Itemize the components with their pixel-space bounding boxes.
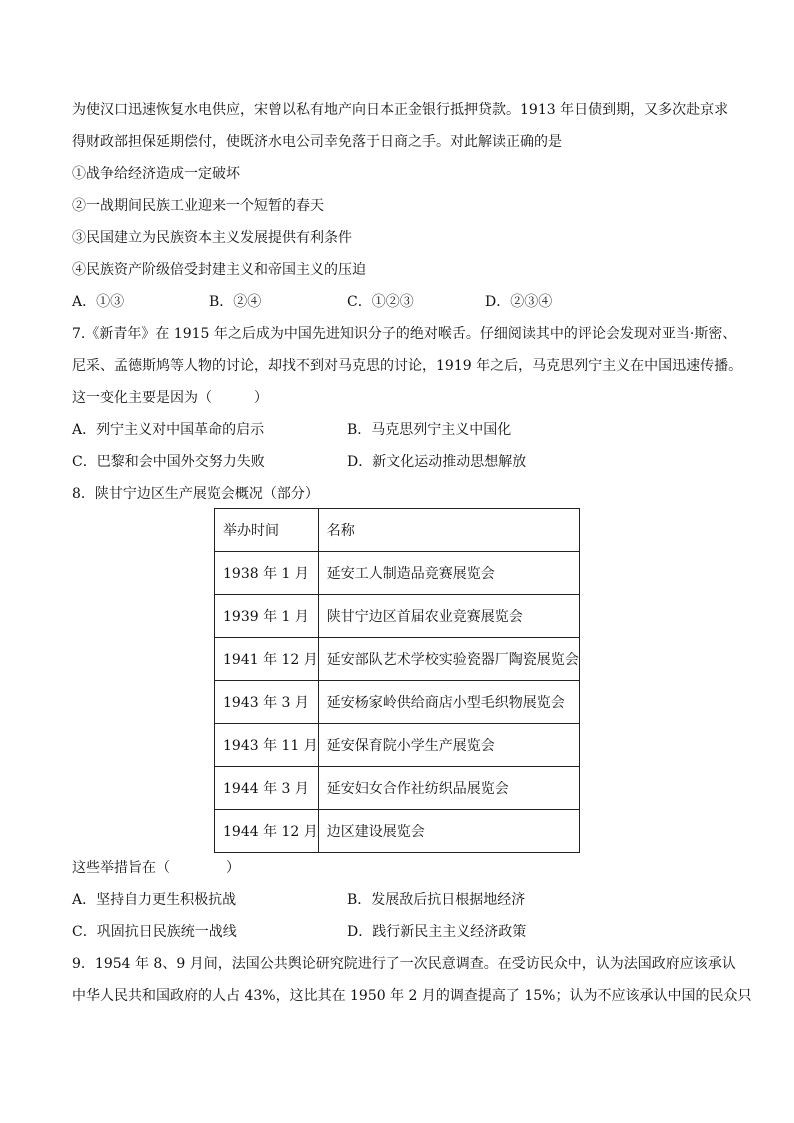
exhibition-table xyxy=(214,508,580,853)
table-cell-date: 1943 年 11 月 xyxy=(215,724,319,767)
table-cell-name: 延安工人制造品竞赛展览会 xyxy=(318,552,579,595)
q6-item-3: ③民国建立为民族资本主义发展提供有利条件 xyxy=(72,230,352,246)
q9-stem-line-1: 9．1954 年 8、9 月间，法国公共舆论研究院进行了一次民意调查。在受访民众中，认为法国政府应该承认 xyxy=(72,956,736,972)
table-header-cell: 名称 xyxy=(318,509,579,552)
q6-stem-line-2: 得财政部担保延期偿付，使既济水电公司幸免落于日商之手。对此解读正确的是 xyxy=(72,134,562,150)
q8-option-b: B．发展敌后抗日根据地经济 xyxy=(347,892,526,908)
table-row xyxy=(215,724,580,767)
table-cell-name: 延安保育院小学生产展览会 xyxy=(318,724,579,767)
q7-option-c: C．巴黎和会中国外交努力失败 xyxy=(72,454,265,470)
q6-option-c: C．①②③ xyxy=(347,294,414,310)
q6-option-d: D．②③④ xyxy=(485,294,553,310)
table-row xyxy=(215,810,580,853)
table-cell-date: 1941 年 12 月 xyxy=(215,638,319,681)
table-cell-date: 1944 年 3 月 xyxy=(215,767,319,810)
q7-option-a: A．列宁主义对中国革命的启示 xyxy=(72,422,265,438)
q6-option-a: A．①③ xyxy=(72,294,125,310)
table-cell-name: 延安杨家岭供给商店小型毛织物展览会 xyxy=(318,681,579,724)
table-cell-date: 1943 年 3 月 xyxy=(215,681,319,724)
table-cell-name: 延安部队艺术学校实验瓷器厂陶瓷展览会 xyxy=(318,638,579,681)
table-row xyxy=(215,595,580,638)
q7-stem-line-3: 这一变化主要是因为（ ） xyxy=(72,390,268,406)
q7-option-d: D．新文化运动推动思想解放 xyxy=(347,454,527,470)
q8-title: 8．陕甘宁边区生产展览会概况（部分） xyxy=(72,486,319,502)
table-cell-date: 1944 年 12 月 xyxy=(215,810,319,853)
q8-question: 这些举措旨在（ ） xyxy=(72,860,240,876)
q8-option-c: C．巩固抗日民族统一战线 xyxy=(72,924,237,940)
table-row xyxy=(215,552,580,595)
table-cell-name: 陕甘宁边区首届农业竞赛展览会 xyxy=(318,595,579,638)
table-cell-date: 1939 年 1 月 xyxy=(215,595,319,638)
q7-stem-line-1: 7.《新青年》在 1915 年之后成为中国先进知识分子的绝对喉舌。仔细阅读其中的评论会发现对亚当·斯密、 xyxy=(72,326,737,342)
q8-option-d: D．践行新民主主义经济政策 xyxy=(347,924,527,940)
table-row xyxy=(215,681,580,724)
table-cell-name: 边区建设展览会 xyxy=(318,810,579,853)
table-header-cell: 举办时间 xyxy=(215,509,319,552)
q7-option-b: B．马克思列宁主义中国化 xyxy=(347,422,512,438)
table-row xyxy=(215,638,580,681)
table-cell-date: 1938 年 1 月 xyxy=(215,552,319,595)
q6-stem-line-1: 为使汉口迅速恢复水电供应，宋曾以私有地产向日本正金银行抵押贷款。1913 年日债到期，又多次赴京求 xyxy=(72,102,729,118)
q6-item-1: ①战争给经济造成一定破坏 xyxy=(72,166,240,182)
q9-stem-line-2: 中华人民共和国政府的人占 43%，这比其在 1950 年 2 月的调查提高了 15%；认为不应该承认中国的民众只 xyxy=(72,988,752,1004)
table-header-row xyxy=(215,509,580,552)
q6-option-b: B．②④ xyxy=(209,294,262,310)
q7-stem-line-2: 尼采、孟德斯鸠等人物的讨论，却找不到对马克思的讨论，1919 年之后，马克思列宁主义在中国迅速传播。 xyxy=(72,358,743,374)
q8-option-a: A．坚持自力更生积极抗战 xyxy=(72,892,237,908)
table-cell-name: 延安妇女合作社纺织品展览会 xyxy=(318,767,579,810)
q6-item-2: ②一战期间民族工业迎来一个短暂的春天 xyxy=(72,198,324,214)
q6-item-4: ④民族资产阶级倍受封建主义和帝国主义的压迫 xyxy=(72,262,366,278)
table-row xyxy=(215,767,580,810)
